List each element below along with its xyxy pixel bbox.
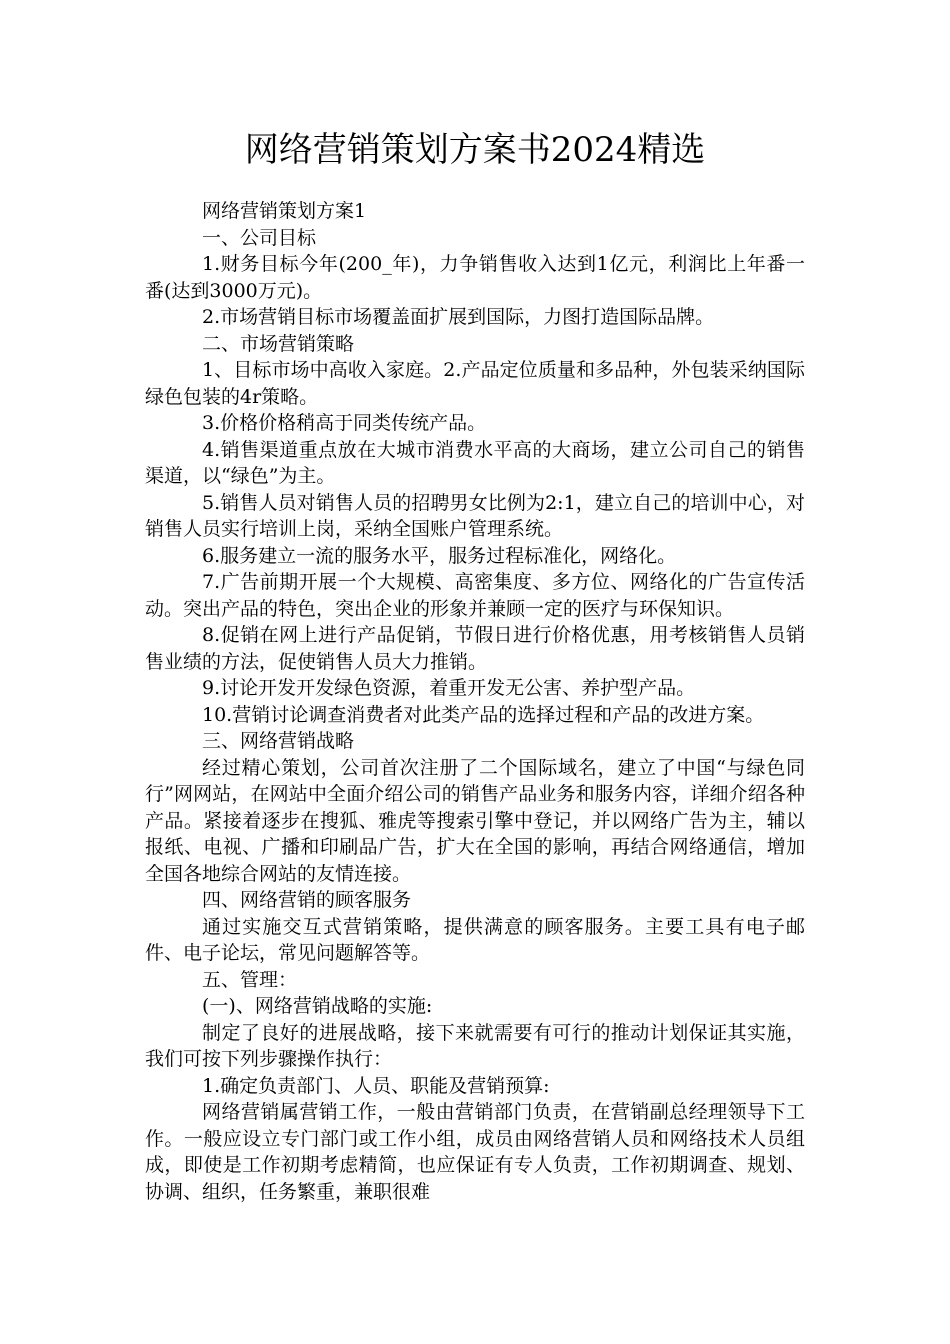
- paragraph: 经过精心策划，公司首次注册了二个国际域名，建立了中国“与绿色同行”网网站，在网站中全面介绍公司的销售产品业务和服务内容，详细介绍各种产品。紧接着逐步在搜狐、雅虎等搜索引擎中登记，并以网络广告为主，辅以报纸、电视、广播和印刷品广告，扩大在全国的影响，再结合网络通信，增加全国各地综合网站的友情连接。: [145, 756, 805, 885]
- paragraph: 网络营销属营销工作，一般由营销部门负责，在营销副总经理领导下工作。一般应设立专门部门或工作小组，成员由网络营销人员和网络技术人员组成，即使是工作初期考虑精简，也应保证有专人负责，工作初期调查、规划、协调、组织，任务繁重，兼职很难: [145, 1101, 805, 1203]
- section-heading: 五、管理：: [202, 968, 298, 991]
- paragraph: 3.价格价格稍高于同类传统产品。: [202, 412, 487, 434]
- paragraph: 7.广告前期开展一个大规模、高密集度、多方位、网络化的广告宣传活动。突出产品的特色，突出企业的形象并兼顾一定的医疗与环保知识。: [145, 571, 805, 620]
- section-heading: 一、公司目标: [202, 226, 317, 249]
- paragraph: 通过实施交互式营销策略，提供满意的顾客服务。主要工具有电子邮件、电子论坛，常见问题解答等。: [145, 915, 805, 964]
- paragraph: 制定了良好的进展战略，接下来就需要有可行的推动计划保证其实施，我们可按下列步骤操作执行：: [145, 1021, 805, 1070]
- subsection-heading: (一)、网络营销战略的实施:: [202, 995, 433, 1017]
- section-heading: 四、网络营销的顾客服务: [202, 889, 412, 911]
- paragraph: 网络营销策划方案1: [202, 200, 367, 222]
- section-heading: 三、网络营销战略: [202, 730, 355, 752]
- document-body: [145, 198, 805, 1205]
- paragraph: 9.讨论开发开发绿色资源，着重开发无公害、养护型产品。: [202, 677, 696, 699]
- paragraph: 10.营销讨论调查消费者对此类产品的选择过程和产品的改进方案。: [202, 703, 765, 726]
- paragraph: 5.销售人员对销售人员的招聘男女比例为2:1，建立自己的培训中心，对销售人员实行培训上岗，采纳全国账户管理系统。: [145, 491, 805, 540]
- document-title: 网络营销策划方案书2024精选: [244, 130, 706, 170]
- paragraph: 8.促销在网上进行产品促销，节假日进行价格优惠，用考核销售人员销售业绩的方法，促使销售人员大力推销。: [145, 624, 805, 673]
- paragraph: 1、目标市场中高收入家庭。2.产品定位质量和多品种，外包装采纳国际绿色包装的4r策略。: [145, 359, 805, 408]
- paragraph: 2.市场营销目标市场覆盖面扩展到国际，力图打造国际品牌。: [202, 306, 715, 328]
- paragraph: 6.服务建立一流的服务水平，服务过程标准化，网络化。: [202, 544, 677, 567]
- paragraph: 1.财务目标今年(200_年)，力争销售收入达到1亿元，利润比上年番一番(达到3000万元)。: [145, 253, 805, 302]
- paragraph: 1.确定负责部门、人员、职能及营销预算:: [202, 1074, 550, 1097]
- paragraph: 4.销售渠道重点放在大城市消费水平高的大商场，建立公司自己的销售渠道，以“绿色”为主。: [145, 438, 805, 487]
- section-heading: 二、市场营销策略: [202, 332, 355, 355]
